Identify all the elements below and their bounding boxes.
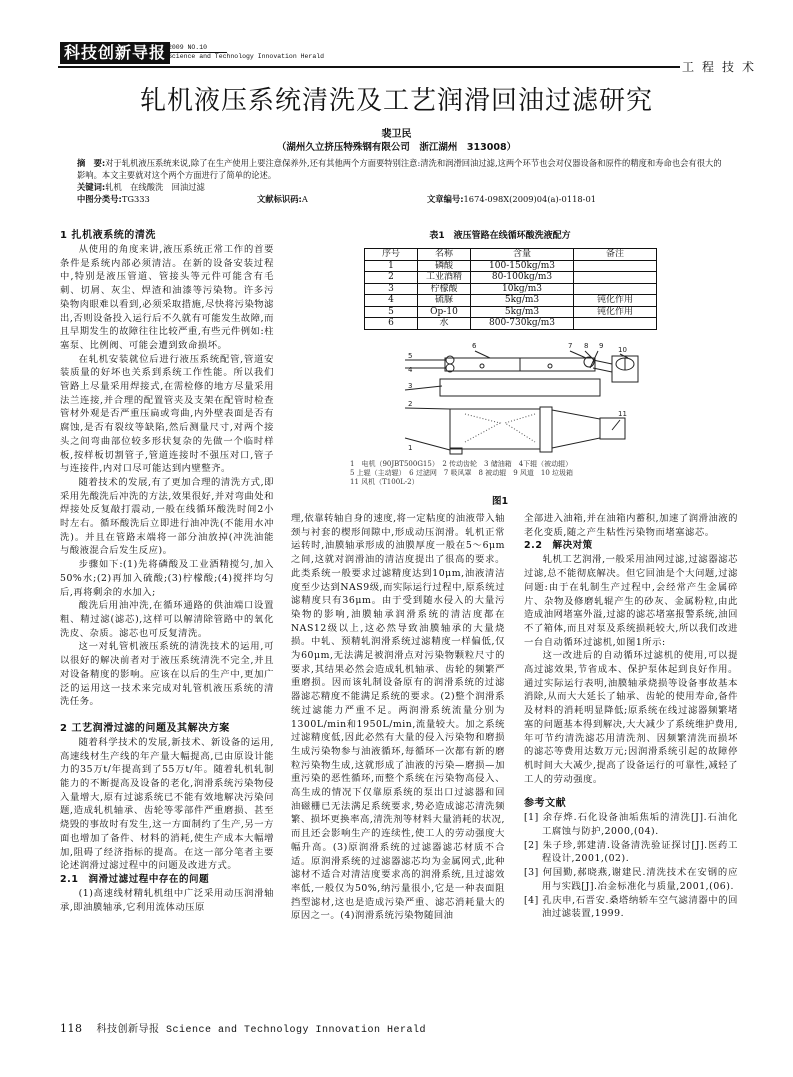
table-cell: 水 (418, 318, 471, 330)
table-cell: 100-150kg/m3 (471, 260, 574, 272)
table-row (365, 283, 657, 295)
page-footer (60, 1020, 426, 1036)
header-cell: 序号 (365, 249, 418, 261)
paragraph: 随着科学技术的发展,新技术、新设备的运用,高速线材生产线的年产量大幅提高,已由原设计能力的35万t/年提高到了55万t/年。随着轧机轧制能力的不断提高及设备的老化,润滑系统污染物侵入量增大,原有过滤系统已不能有效地解决污染问题,造成轧机轴承、齿轮等零部件严重磨损、甚至烧毁的事故时有发生,这一方面制约了生产,另一方面也增加了备件、材料的消耗,使生产成本大幅增加,阻碍了经济指标的提高。在这一部分笔者主要论述润滑过滤过程中的问题及改进方式。 (60, 736, 274, 872)
journal-logo: 科技创新导报 (60, 42, 170, 64)
table-cell: 1 (365, 260, 418, 272)
figure-caption: 图1 (491, 496, 509, 507)
table-row (365, 306, 657, 318)
table-cell: Op-10 (418, 306, 471, 318)
callout-label: 3 (408, 382, 413, 390)
column-1 (60, 228, 274, 914)
legend-line: 1 电机（90JBT500G15） 2 传动齿轮 3 储油箱 4下辊（被动辊） (350, 460, 573, 468)
table-cell: 钝化作用 (574, 295, 657, 307)
article-no-value: 1674-098X(2009)04(a)-0118-01 (463, 194, 597, 204)
table-cell: 6 (365, 318, 418, 330)
callout-label: 2 (408, 400, 413, 408)
legend-line: 5 上辊（主动辊） 6 过滤网 7 吸风罩 8 被动辊 9 风道 10 垃圾箱 (350, 469, 574, 477)
references-heading: 参考文献 (524, 798, 567, 810)
clc-value: TG333 (121, 194, 150, 204)
figure-legend (350, 460, 660, 487)
issue-info (168, 44, 324, 61)
table-cell: 5 (365, 306, 418, 318)
callout-label: 6 (472, 342, 477, 350)
table-row (365, 295, 657, 307)
table-row (365, 260, 657, 272)
table-caption: 表1 液压管路在线循环酸洗液配方 (429, 231, 571, 241)
callout-label: 10 (618, 346, 627, 354)
table-cell: 柠檬酸 (418, 283, 471, 295)
filter-machine-diagram (350, 338, 650, 456)
table-cell (574, 272, 657, 284)
paragraph: 从使用的角度来讲,液压系统正常工作的首要条件是系统内部必须清洁。在新的设备安装过程中,特别是液压管道、管接头等元件可能含有毛刺、切屑、灰尘、焊渣和油漆等污染物。许多污染物肉眼难以看到,必须采取措施,尽快将污染物滤出,否则设备投入运行后不久就有可能发生故障,而且早期发生的故障往往比较严重,有些元件例如:柱塞泵、比例阀、可能会遭到致命损坏。 (60, 244, 274, 351)
table-cell: 磷酸 (418, 260, 471, 272)
table-cell: 工业酒精 (418, 272, 471, 284)
table-cell: 10kg/m3 (471, 283, 574, 295)
legend-line: 11 风机（T100L-2） (350, 478, 419, 486)
keywords-label: 关键词: (77, 182, 106, 192)
page-number: 118 (60, 1022, 83, 1035)
table-cell: 5kg/m3 (471, 295, 574, 307)
callout-label: 5 (408, 352, 413, 360)
table-cell: 3 (365, 283, 418, 295)
abstract-label: 摘 要: (77, 158, 106, 168)
table-row (365, 318, 657, 330)
table-cell: 5kg/m3 (471, 306, 574, 318)
section-tag: 工程技术 (682, 60, 763, 74)
callout-label: 4 (408, 366, 413, 374)
paragraph: 轧机工艺润滑,一般采用油网过滤,过滤器滤芯过滤,总不能彻底解决。但它回油是个大问题,过滤问题:由于在轧制生产过程中,会经常产生金属碎片、杂物及修磨轧辊产生的砂灰、金属粉粒,由此造成油网堵塞外溢,过滤的滤芯堵塞报警系统,油回不了箱体,而且对泵及系统损耗较大,所以我们改进一台自动循环过滤机,如图1所示: (524, 554, 738, 648)
table-cell: 800-730kg/m3 (471, 318, 574, 330)
table-cell (574, 318, 657, 330)
doc-code-value: A (301, 194, 308, 204)
column-3 (524, 512, 738, 921)
paragraph: 在轧机安装就位后进行液压系统配管,管道安装质量的好坏也关系到系统工作性能。所以我们管路上尽量采用焊接式,在需检修的地方尽量采用法兰连接,并合理的配置管夹及支架在配管时检查管材外观是否严重压扁或弯曲,内外壁表面是否有腐蚀,是否有裂纹等缺陷,然后测量尺寸,对两个接头之间弯曲部位较多形状复杂的先做一个临时样板,按样板切割管子,管道连接时不强压对口,管子与连接件,内对口尽可能达到内壁整齐。 (60, 353, 274, 475)
callout-label: 7 (568, 342, 573, 350)
journal-english-name: Science and Technology Innovation Herald (168, 53, 325, 60)
table-cell (574, 283, 657, 295)
section-2-heading: 2 工艺润滑过滤的问题及其解决方案 (60, 722, 230, 734)
article-title: 轧机液压系统清洗及工艺润滑回油过滤研究 (139, 86, 653, 116)
table-cell (574, 260, 657, 272)
callout-label: 9 (599, 342, 604, 350)
callout-label: 1 (408, 444, 413, 452)
table-cell: 2 (365, 272, 418, 284)
section-2-1-heading: 2.1 润滑过滤过程中存在的问题 (60, 873, 210, 885)
table-cell: 钝化作用 (574, 306, 657, 318)
keywords: 轧机 在线酸洗 回油过滤 (105, 182, 205, 192)
section-2-2-heading: 2.2 解决对策 (524, 540, 593, 552)
paragraph: 步骤如下:(1)先将磷酸及工业酒精搅匀,加入50%水;(2)再加入硫酸;(3)柠檬酸;(4)搅拌均匀后,再将剩余的水加入; (60, 559, 274, 598)
callout-label: 11 (618, 410, 627, 418)
paragraph: 酸洗后用油冲洗,在循环通路的供油端口设置粗、精过滤(滤芯),这样可以解清除管路中的氧化洗皮、杂质。滤芯也可反复清洗。 (60, 600, 274, 639)
classification-row (77, 193, 727, 205)
reference-item: [3] 何国勤,郝晓燕,谢建民.清洗技术在安钢的应用与实践[J].冶金标准化与质量,2001,(06). (524, 867, 738, 892)
table-cell: 80-100kg/m3 (471, 272, 574, 284)
author: 裴卫民 (381, 129, 412, 140)
abstract (77, 157, 727, 193)
recipe-table (364, 248, 657, 330)
table-row (365, 272, 657, 284)
paragraph: 这一对轧管机液压系统的清洗技术的运用,可以很好的解决前者对于液压系统清洗不完全,并且对设备精度的影响。应该在以后的生产中,更加广泛的运用这一技术来完成对轧管机液压系统的清洗任务。 (60, 641, 274, 708)
header-cell: 含量 (471, 249, 574, 261)
header-rule (58, 66, 680, 68)
header-cell: 名称 (418, 249, 471, 261)
header-cell: 备注 (574, 249, 657, 261)
abstract-text: 对于轧机液压系统来说,除了在生产使用上要注意保养外,还有其他两个方面要特别注意:清洗和润滑回油过滤,这两个环节也会对仪器设备和原件的精度和寿命也会有很大的影响。本文主要就对这个两个方面进行了简单的论述。 (77, 158, 722, 180)
clc-label: 中图分类号: (77, 194, 122, 204)
table-cell: 硫脲 (418, 295, 471, 307)
reference-item: [1] 余存烨.石化设备油垢焦垢的清洗[J].石油化工腐蚀与防护,2000,(04). (524, 812, 738, 838)
paragraph: 理,依靠转轴自身的速度,将一定粘度的油液带入轴颈与衬套的楔形间隙中,形成动压润滑。轧机正常运转时,油膜轴承形成的油膜厚度一般在5～6μm之间,这就对润滑油的清洁度提出了很高的要求。此类系统一般要求过滤精度达到10μm,油液清洁度至少达到NAS9级,而实际运行过程中,原系统过滤精度只有36μm。由于受到随水侵入的大量污染物的影响,油膜轴承润滑系统的清洁度都在NAS12级以上,这必然导致油膜轴承的大量烧损。中轧、预精轧润滑系统过滤精度一样偏低,仅为60μm,无法满足被润滑点对污染物颗粒尺寸的要求,其结果必然会造成轧机轴承、齿轮的频繁严重磨损。因而该轧制设备原有的润滑系统的过滤器滤芯精度不能满足系统的要求。(2)整个润滑系统过滤能力严重不足。两润滑系统流量分别为1300L/min和1950L/min,流量较大。加之系统过滤精度低,因此必然有大量的侵入污染物和磨损生成污染物参与油液循环,每循环一次都有新的磨粒污染物生成,这就形成了油液的污染—磨损—加重污染的恶性循环,而整个系统在污染物高侵入、高生成的情况下仅靠原系统的泵出口过滤器和回油磁栅已无法满足系统要求,势必造成滤芯清洗频繁、损坏更换率高,清洗剂等材料大量消耗的状况,而且还会影响生产的连续性,使工人的劳动强度大幅升高。(3)原润滑系统的过滤器滤芯材质不合适。原润滑系统的过滤器滤芯均为金属网式,此种滤材不适合对清洁度要求高的润滑系统,且过滤效率低,一般仅为50%,纳污量很小,它是一种表面阻挡型滤材,这也是造成污染严重、滤芯消耗量大的原因之一。(4)润滑系统污染物随回油 (291, 513, 505, 922)
footer-journal: 科技创新导报 Science and Technology Innovation Herald (96, 1025, 427, 1036)
affiliation: （湖州久立挤压特殊钢有限公司 浙江湖州 313008） (276, 142, 517, 153)
paragraph: 随着技术的发展,有了更加合理的清洗方式,即采用先酸洗后冲洗的方法,效果很好,并对弯曲处和焊接处反复敲打震动,一般在线循环酸洗时间2小时左右。循环酸洗后立即进行油冲洗(不能用水冲洗)。并且在管路末端将一部分油放掉(冲洗油能与酸液混合后发生反应)。 (60, 476, 274, 557)
table-cell: 4 (365, 295, 418, 307)
paragraph: 这一改进后的自动循环过滤机的使用,可以提高过滤效果,节省成本、保护泵体起到良好作用。通过实际运行表明,油膜轴承烧损等设备事故基本消除,从而大大延长了轴承、齿轮的使用寿命,备件及材料的消耗明显降低;原系统在线过滤器频繁堵塞的问题基本得到解决,大大减少了系统维护费用,年可节约清洗滤芯用清洗剂、因频繁清洗而损坏的滤芯等费用达数万元;因润滑系统引起的故障停机时间大大减少,提高了设备运行的可靠性,减轻了工人的劳动强度。 (524, 650, 738, 785)
doc-code-label: 文献标识码: (257, 194, 302, 204)
paragraph: (1)高速线材精轧机组中广泛采用动压润滑轴承,即油膜轴承,它利用流体动压原 (60, 887, 274, 913)
reference-item: [4] 孔庆申,石晋安.桑塔纳轿车空气滤清器中的回油过滤装置,1999. (524, 894, 738, 920)
article-no-label: 文章编号: (427, 194, 464, 204)
section-1-heading: 1 扎机液系统的清洗 (60, 230, 156, 241)
issue-number: 2009 NO.10 (168, 44, 227, 53)
column-2 (291, 512, 505, 923)
reference-item: [2] 朱子珍,郭建清.设备清洗验证探讨[J].医药工程设计,2001,(02). (524, 839, 738, 865)
callout-label: 8 (584, 342, 589, 350)
paragraph: 全部进入油箱,并在油箱内蓄积,加速了润滑油液的老化变质,随之产生粘性污染物而堵塞滤芯。 (524, 513, 738, 538)
table-header-row (365, 249, 657, 261)
